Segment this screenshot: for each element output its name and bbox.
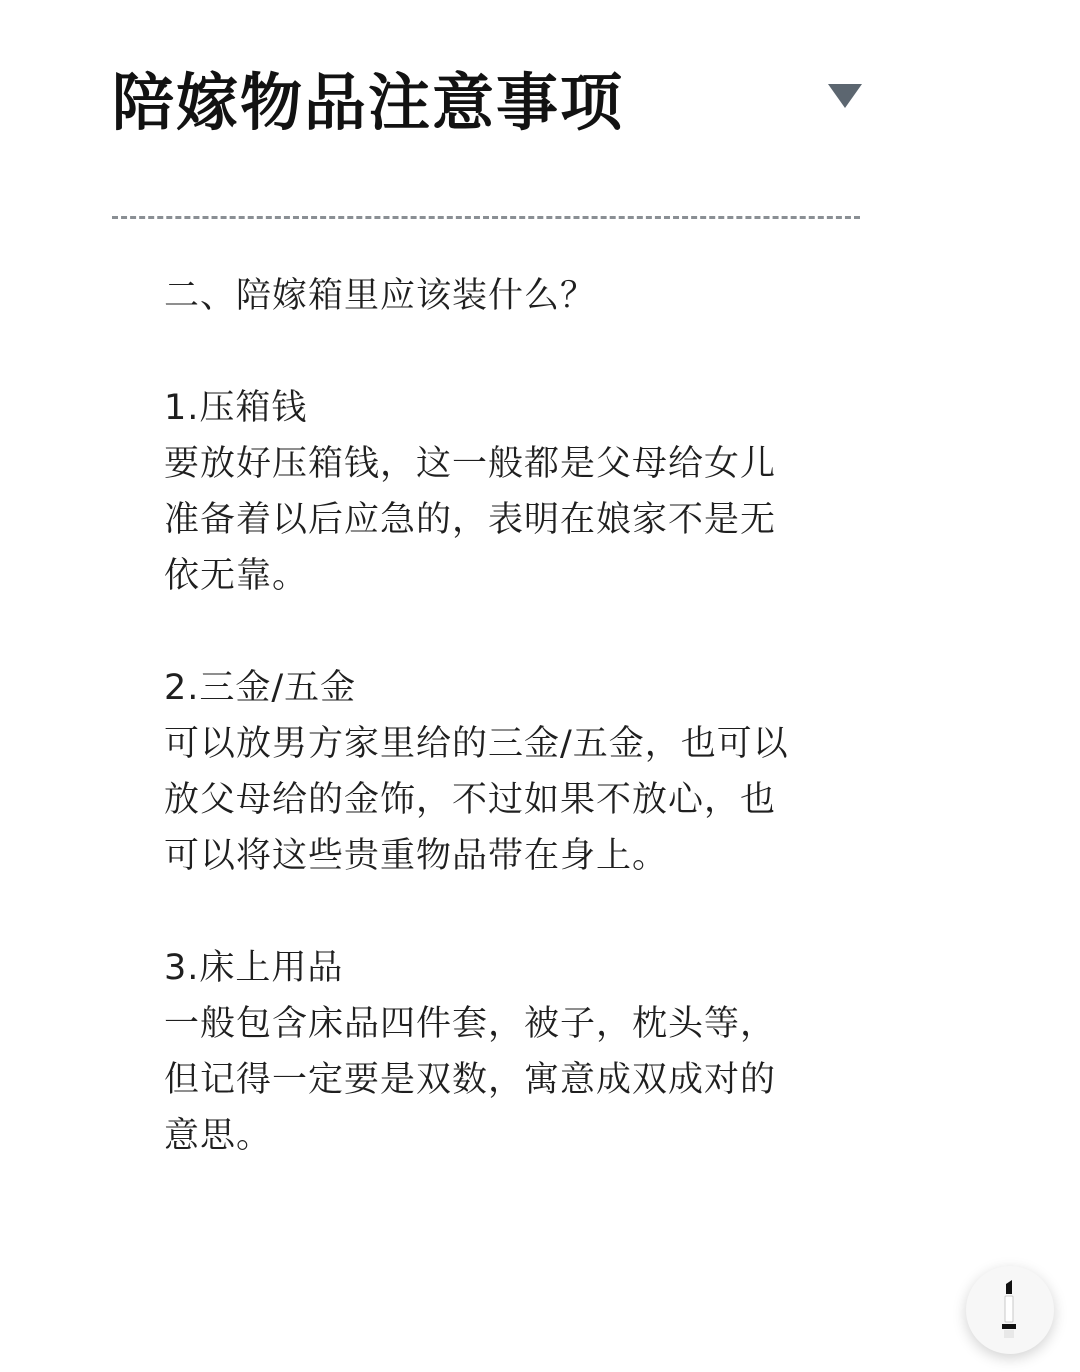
triangle-down-icon (818, 74, 872, 122)
item-title: 2.三金/五金 (164, 668, 357, 708)
list-item (164, 660, 884, 884)
page-title: 陪嫁物品注意事项 (112, 66, 625, 139)
item-text-line: 可以放男方家里给的三金/五金，也可以 (164, 724, 789, 764)
item-text-line: 但记得一定要是双数，寓意成双成对的 (164, 1060, 777, 1100)
list-item (164, 940, 884, 1164)
item-title: 3.床上用品 (164, 948, 344, 988)
item-text-line: 依无靠。 (164, 556, 309, 596)
brush-pen-icon (966, 1266, 1054, 1354)
item-text-line: 放父母给的金饰，不过如果不放心，也 (164, 780, 777, 820)
section-heading: 二、陪嫁箱里应该装什么？ (164, 276, 597, 316)
item-text-line: 准备着以后应急的，表明在娘家不是无 (164, 500, 777, 540)
list-item (164, 380, 884, 604)
item-title: 1.压箱钱 (164, 388, 308, 428)
section-divider (112, 216, 860, 219)
item-text-line: 意思。 (164, 1116, 273, 1156)
item-text-line: 一般包含床品四件套，被子，枕头等， (164, 1004, 777, 1044)
collapse-toggle-button[interactable] (818, 74, 872, 122)
article-body (164, 268, 884, 1164)
item-text-line: 要放好压箱钱，这一般都是父母给女儿 (164, 444, 777, 484)
item-text-line: 可以将这些贵重物品带在身上。 (164, 836, 669, 876)
edit-floating-button[interactable] (966, 1266, 1054, 1354)
